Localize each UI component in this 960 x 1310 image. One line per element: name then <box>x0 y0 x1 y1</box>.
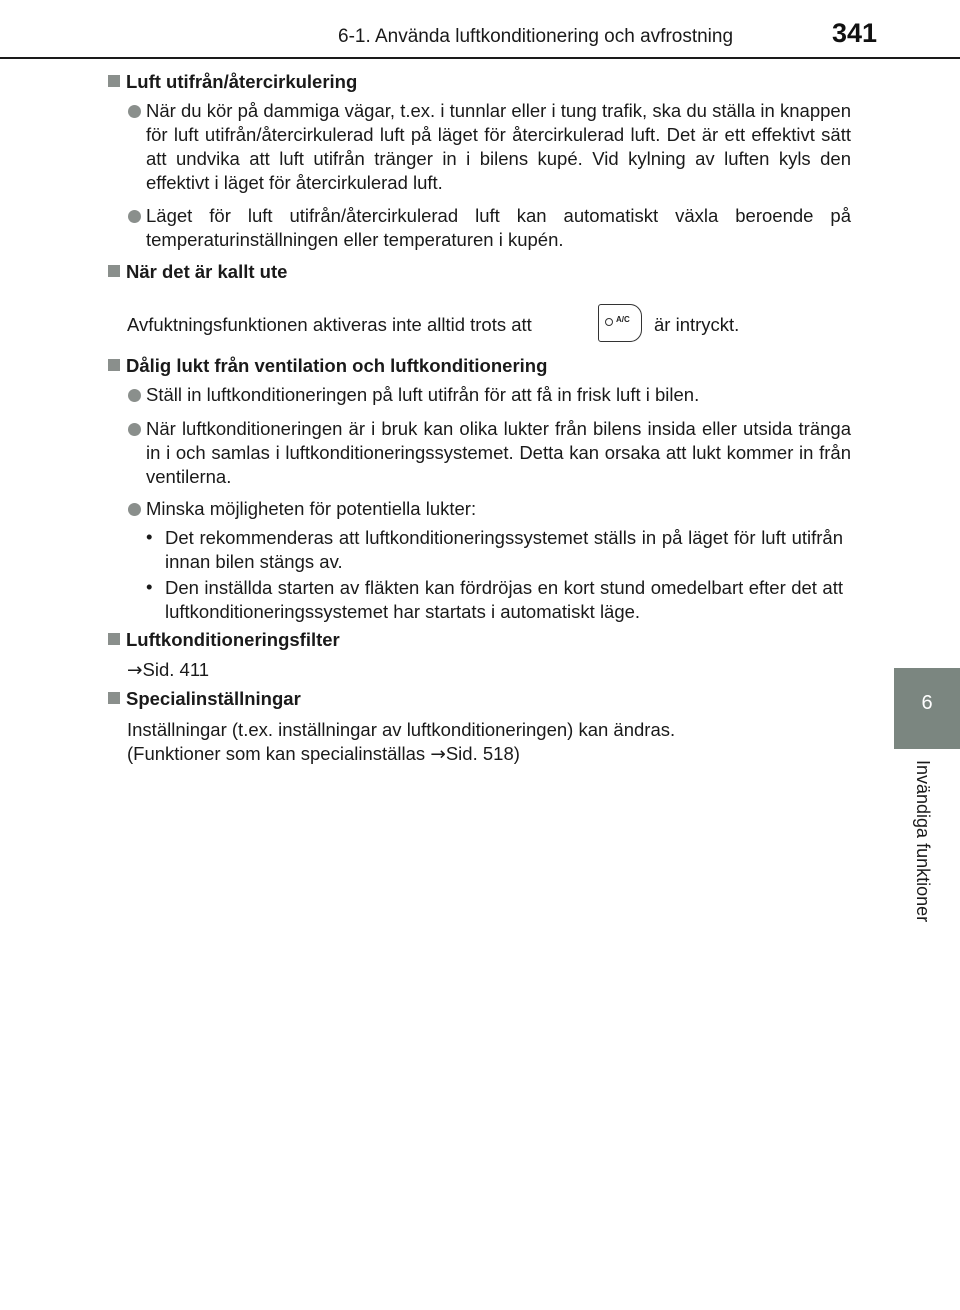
chapter-title: 6-1. Använda luftkonditionering och avfrostning <box>338 26 734 47</box>
section-heading <box>108 688 301 710</box>
ac-button-icon <box>598 304 642 342</box>
sub-bullet-icon: • <box>146 526 153 547</box>
sub-paragraph: Den inställda starten av fläkten kan fördröjas en kort stund omedelbart efter det att luftkonditioneringssystemet har startats i automatiskt läge. <box>165 577 843 622</box>
reference-text: Sid. 411 <box>142 659 210 680</box>
sub-bullet-icon: • <box>146 576 153 597</box>
paragraph: När du kör på dammiga vägar, t.ex. i tunnlar eller i tung trafik, ska du ställa in knappen för luft utifrån/återcirkulerad luft på läget för återcirkulerad luft. Det är ett effektivt sätt att undvika att luft utifrån tränger in i bilens kupé. Vid kylning av luften kyls den effektivt i läget för återcirkulerad luft. <box>146 100 851 193</box>
heading-text: Luftkonditioneringsfilter <box>126 629 340 650</box>
heading-text: Luft utifrån/återcirkulering <box>126 71 358 92</box>
indicator-led-icon <box>605 318 613 326</box>
heading-text: Specialinställningar <box>126 688 301 709</box>
section-heading <box>108 629 340 651</box>
section-heading <box>108 71 357 93</box>
page-reference <box>127 658 209 683</box>
arrow-right-icon: → <box>430 744 446 765</box>
square-bullet-icon <box>108 359 120 371</box>
circle-bullet-icon <box>128 389 141 402</box>
arrow-right-icon: → <box>127 660 143 681</box>
heading-text: När det är kallt ute <box>126 261 288 282</box>
circle-bullet-icon <box>128 503 141 516</box>
square-bullet-icon <box>108 633 120 645</box>
paragraph: är intryckt. <box>654 314 740 335</box>
paragraph: Ställ in luftkonditioneringen på luft utifrån för att få in frisk luft i bilen. <box>146 384 700 405</box>
circle-bullet-icon <box>128 423 141 436</box>
chapter-label-text: Invändiga funktioner <box>913 760 933 923</box>
page-number: 341 <box>832 18 878 48</box>
section-heading <box>108 261 287 283</box>
square-bullet-icon <box>108 692 120 704</box>
sub-paragraph: Det rekommenderas att luftkonditioneringssystemet ställs in på läget för luft utifrån innan bilen stängs av. <box>165 527 843 572</box>
paragraph: Avfuktningsfunktionen aktiveras inte alltid trots att <box>127 314 532 335</box>
paragraph: Inställningar (t.ex. inställningar av luftkonditioneringen) kan ändras. <box>127 719 676 740</box>
paragraph: När luftkonditioneringen är i bruk kan olika lukter från bilens insida eller utsida tränga in i och samlas i luftkonditioneringssystemet. Detta kan orsaka att lukt kommer in från ventilerna. <box>146 418 851 487</box>
reference-text: Sid. 518) <box>445 743 520 764</box>
heading-text: Dålig lukt från ventilation och luftkonditionering <box>126 355 548 376</box>
paragraph <box>127 742 520 767</box>
circle-bullet-icon <box>128 210 141 223</box>
paragraph: Läget för luft utifrån/återcirkulerad luft kan automatiskt växla beroende på temperaturinställningen eller temperaturen i kupén. <box>146 205 851 250</box>
square-bullet-icon <box>108 265 120 277</box>
circle-bullet-icon <box>128 105 141 118</box>
chapter-number: 6 <box>921 692 933 714</box>
paragraph-text: (Funktioner som kan specialinställas <box>127 743 426 764</box>
paragraph: Minska möjligheten för potentiella lukter: <box>146 498 477 519</box>
square-bullet-icon <box>108 75 120 87</box>
section-heading <box>108 355 547 377</box>
ac-button-label: A/C <box>616 315 630 324</box>
